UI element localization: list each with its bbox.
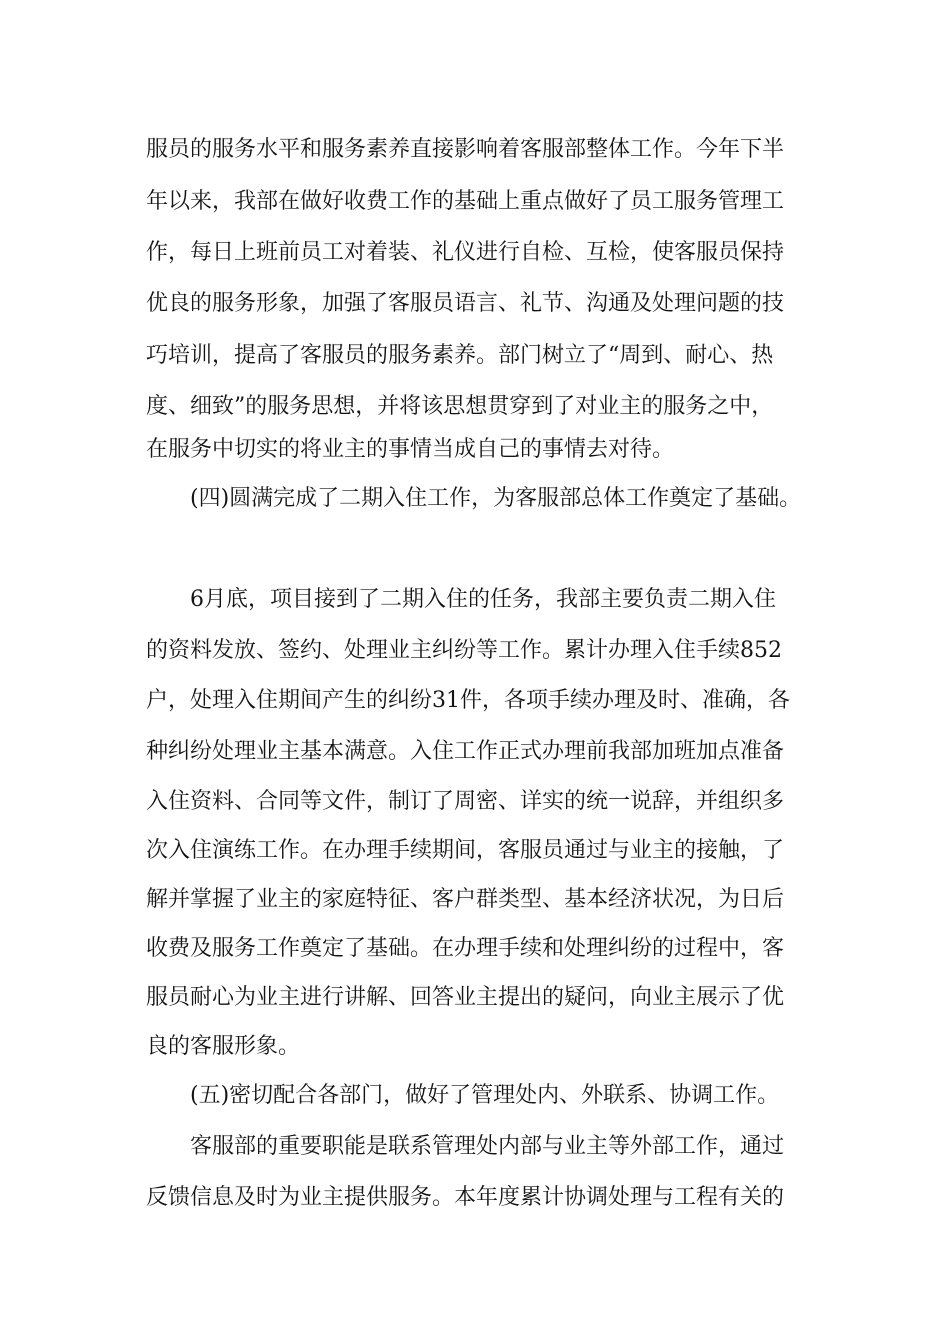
body-text-line: 年以来，我部在做好收费工作的基础上重点做好了员工服务管理工 xyxy=(146,189,785,214)
body-text-line: 反馈信息及时为业主提供服务。本年度累计协调处理与工程有关的 xyxy=(146,1185,785,1210)
body-text-line: 解并掌握了业主的家庭特征、客户群类型、基本经济状况，为日后 xyxy=(146,887,785,912)
body-text-line: 服员的服务水平和服务素养直接影响着客服部整体工作。今年下半 xyxy=(146,137,785,162)
body-text-line: 在服务中切实的将业主的事情当成自己的事情去对待。 xyxy=(146,437,675,462)
body-text-line: 服员耐心为业主进行讲解、回答业主提出的疑问，向业主展示了优 xyxy=(146,985,785,1010)
body-text-line: 良的客服形象。 xyxy=(146,1034,301,1059)
body-text-line: 的资料发放、签约、处理业主纠纷等工作。累计办理入住手续852 xyxy=(146,638,782,663)
section-heading-5: (五)密切配合各部门，做好了管理处内、外联系、协调工作。 xyxy=(190,1083,780,1108)
body-text-line: 次入住演练工作。在办理手续期间，客服员通过与业主的接触，了 xyxy=(146,838,785,863)
section-heading-4: (四)圆满完成了二期入住工作，为客服部总体工作奠定了基础。 xyxy=(190,486,802,511)
body-text-line: 客服部的重要职能是联系管理处内部与业主等外部工作，通过 xyxy=(190,1134,785,1159)
body-text-line: 优良的服务形象，加强了客服员语言、礼节、沟通及处理问题的技 xyxy=(146,291,785,316)
body-text-line: 入住资料、合同等文件，制订了周密、详实的统一说辞，并组织多 xyxy=(146,789,785,814)
body-text-line: 6月底，项目接到了二期入住的任务，我部主要负责二期入住 xyxy=(190,587,776,612)
body-text-line: 户，处理入住期间产生的纠纷31件，各项手续办理及时、准确，各 xyxy=(146,688,790,713)
body-text-line: 度、细致”的服务思想，并将该思想贯穿到了对业主的服务之中， xyxy=(146,394,774,419)
body-text-line: 作，每日上班前员工对着装、礼仪进行自检、互检，使客服员保持 xyxy=(146,240,785,265)
body-text-line: 种纠纷处理业主基本满意。入住工作正式办理前我部加班加点准备 xyxy=(146,739,785,764)
body-text-line: 收费及服务工作奠定了基础。在办理手续和处理纠纷的过程中，客 xyxy=(146,936,785,961)
body-text-line: 巧培训，提高了客服员的服务素养。部门树立了“周到、耐心、热 xyxy=(146,343,774,368)
